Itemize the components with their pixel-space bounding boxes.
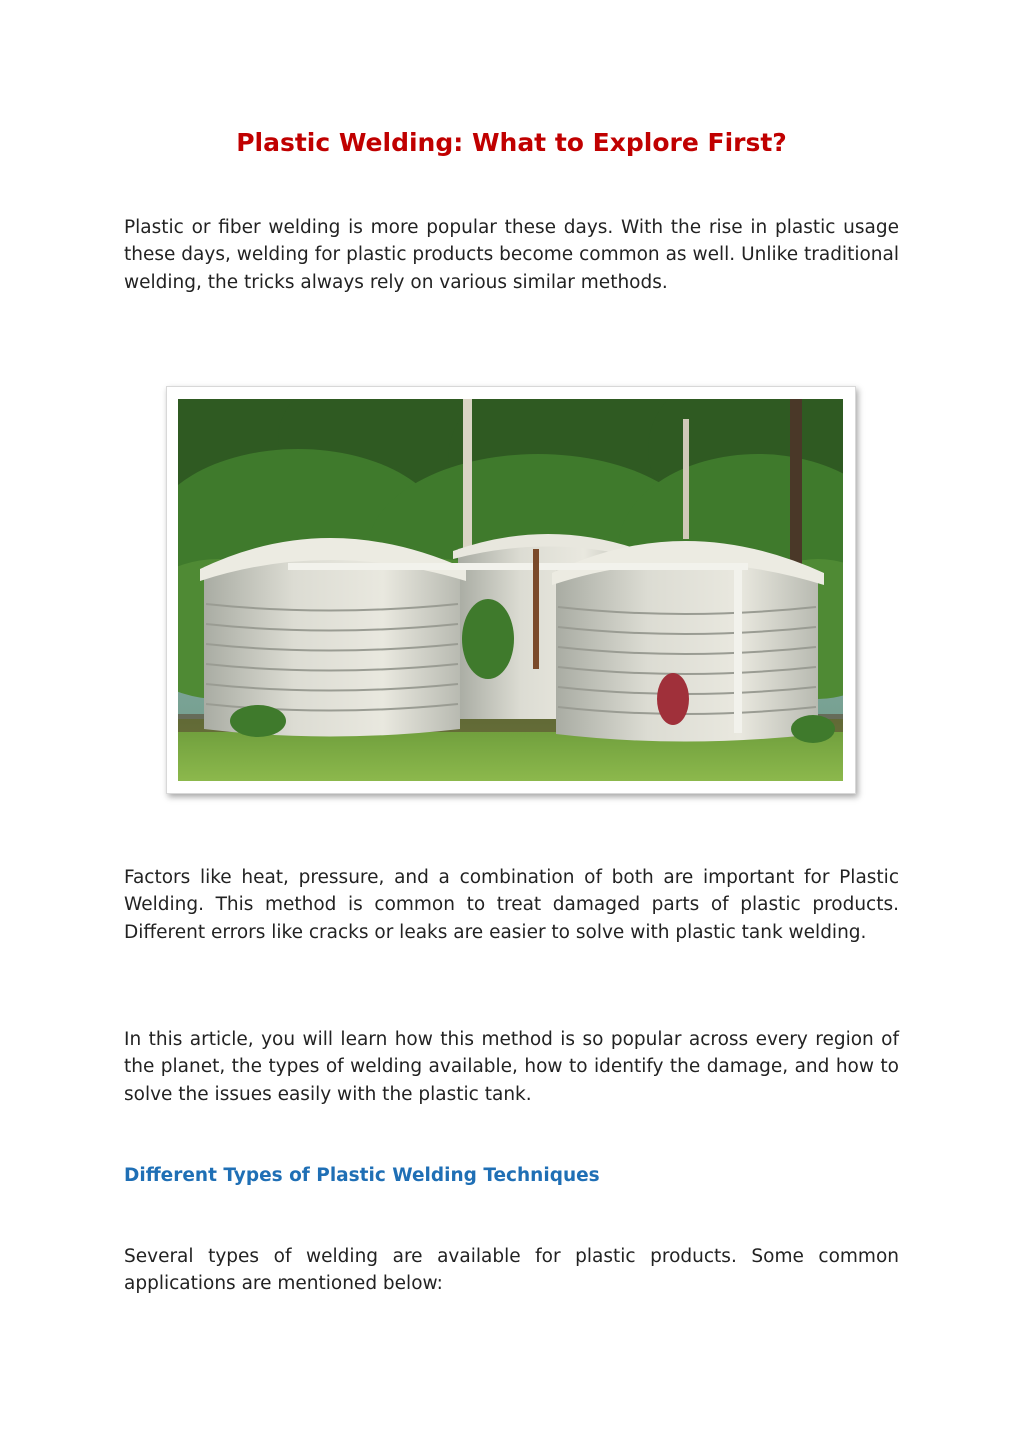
article-overview-paragraph: In this article, you will learn how this method is so popular across every region of the planet, the types of welding available, how to identify the damage, and how to solve the issues easily with the plastic tank. bbox=[124, 1029, 899, 1105]
intro-paragraph: Plastic or fiber welding is more popular these days. With the rise in plastic usage these days, welding for plastic products become common as well. Unlike traditional welding, the tricks always rely on various similar methods. bbox=[124, 217, 899, 293]
types-intro-paragraph: Several types of welding are available for plastic products. Some common applications are mentioned below: bbox=[124, 1246, 899, 1295]
water-tanks-photo bbox=[178, 399, 843, 781]
water-tanks-illustration bbox=[178, 399, 843, 781]
page-title: Plastic Welding: What to Explore First? bbox=[236, 128, 787, 157]
photo-frame bbox=[166, 386, 856, 794]
factors-paragraph: Factors like heat, pressure, and a combination of both are important for Plastic Welding. This method is common to treat damaged parts of plastic products. Different errors like cracks or leaks are easier to solve with plastic tank welding. bbox=[124, 867, 899, 943]
section-heading: Different Types of Plastic Welding Techniques bbox=[124, 1165, 600, 1186]
